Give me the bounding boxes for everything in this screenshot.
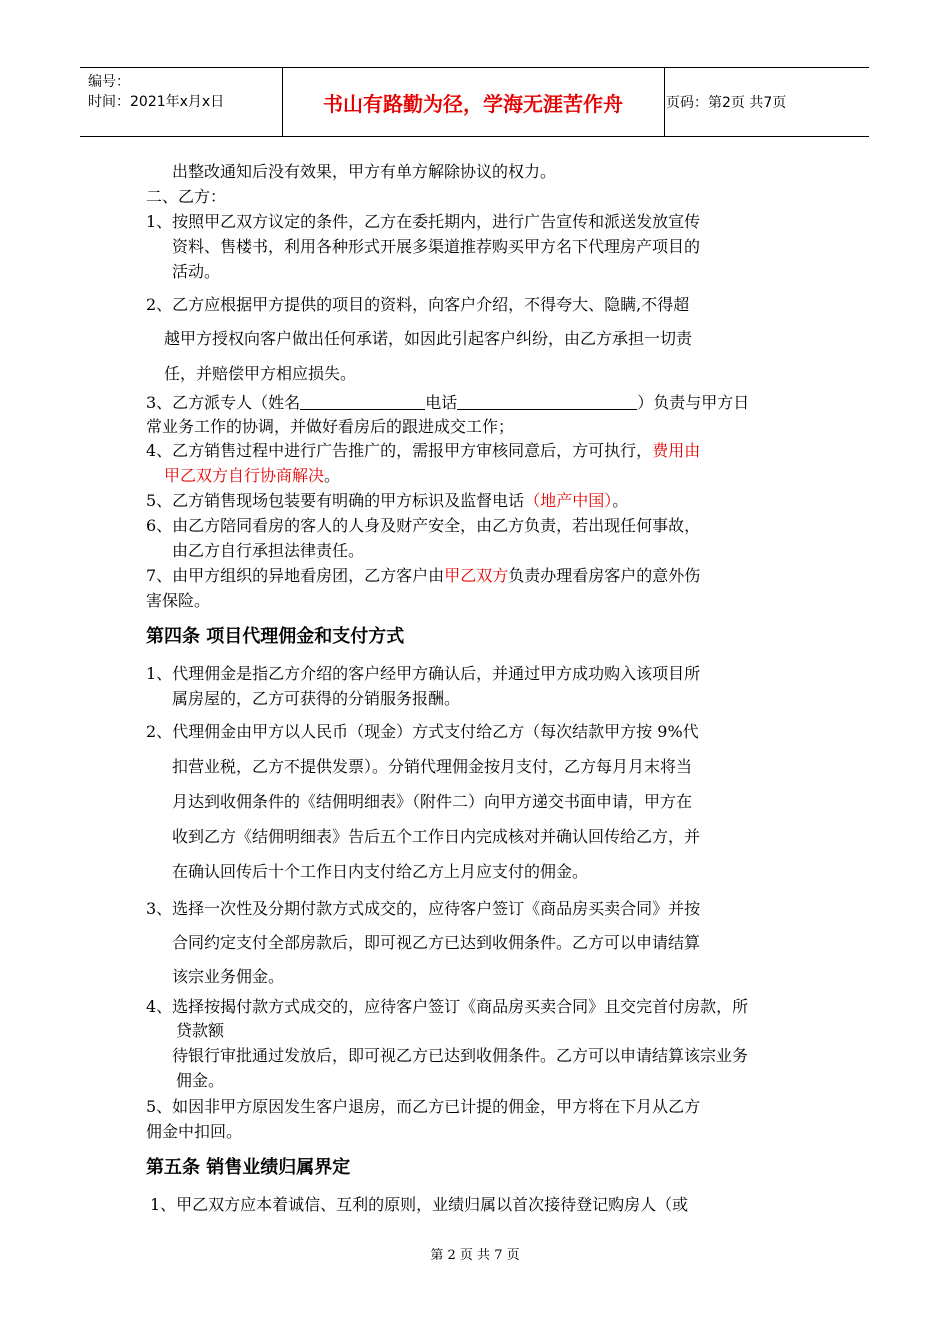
text-segment: 4、乙方销售过程中进行广告推广的，需报甲方审核同意后，方可执行，	[146, 441, 653, 460]
doc-number-label: 编号：	[88, 74, 130, 90]
header-left	[88, 72, 224, 112]
text-segment: 。	[612, 491, 629, 510]
highlight-text: （地产中国）	[524, 491, 613, 510]
text-segment: 3、乙方派专人（姓名	[146, 393, 301, 412]
page-header	[80, 67, 869, 137]
body-line: 1、代理佣金是指乙方介绍的客户经甲方确认后，并通过甲方成功购入该项目所	[146, 664, 701, 683]
body-line	[146, 490, 628, 512]
text-segment: 负责办理看房客户的意外伤	[508, 566, 701, 585]
body-line: 出整改通知后没有效果，甲方有单方解除协议的权力。	[172, 162, 557, 181]
body-line: 2、代理佣金由甲方以人民币（现金）方式支付给乙方（每次结款甲方按 9%代	[146, 722, 699, 741]
highlight-text: 甲乙双方	[444, 566, 509, 585]
header-motto: 书山有路勤为径，学海无涯苦作舟	[323, 91, 623, 116]
body-line: 合同约定支付全部房款后，即可视乙方已达到收佣条件。乙方可以申请结算	[172, 933, 701, 952]
body-line	[146, 565, 700, 587]
highlight-text: 费用由	[652, 441, 701, 460]
body-line: 佣金。	[176, 1071, 225, 1090]
body-line: 该宗业务佣金。	[172, 967, 285, 986]
text-segment: 电话	[425, 393, 458, 412]
article-heading: 第四条 项目代理佣金和支付方式	[146, 626, 405, 647]
body-line: 佣金中扣回。	[146, 1122, 243, 1141]
body-line: 4、选择按揭付款方式成交的，应待客户签订《商品房买卖合同》且交完首付房款，所	[146, 997, 749, 1016]
header-page-info: 页码：第2页 共7页	[666, 95, 787, 111]
body-line: 害保险。	[146, 591, 211, 610]
text-segment: 5、乙方销售现场包装要有明确的甲方标识及监督电话	[146, 491, 525, 510]
body-line: 待银行审批通过发放后，即可视乙方已达到收佣条件。乙方可以申请结算该宗业务	[172, 1046, 749, 1065]
text-segment: ）负责与甲方日	[637, 393, 750, 412]
body-line: 3、选择一次性及分期付款方式成交的，应待客户签订《商品房买卖合同》并按	[146, 899, 701, 918]
text-segment: 。	[324, 466, 341, 485]
body-line: 资料、售楼书，利用各种形式开展多渠道推荐购买甲方名下代理房产项目的	[172, 237, 701, 256]
body-line: 越甲方授权向客户做出任何承诺，如因此引起客户纠纷，由乙方承担一切责	[164, 329, 693, 348]
body-line	[146, 440, 700, 462]
text-segment: 7、由甲方组织的异地看房团，乙方客户由	[146, 566, 445, 585]
body-line	[146, 392, 749, 414]
name-blank	[300, 393, 425, 410]
phone-blank	[457, 393, 637, 410]
doc-date: 时间：2021年x月x日	[88, 94, 225, 110]
body-line: 在确认回传后十个工作日内支付给乙方上月应支付的佣金。	[172, 862, 589, 881]
page-footer: 第 2 页 共 7 页	[430, 1248, 520, 1263]
body-line: 扣营业税，乙方不提供发票）。分销代理佣金按月支付，乙方每月月末将当	[172, 757, 693, 776]
body-line: 属房屋的，乙方可获得的分销服务报酬。	[172, 689, 461, 708]
body-line: 1、甲乙双方应本着诚信、互利的原则，业绩归属以首次接待登记购房人（或	[150, 1195, 689, 1214]
body-line: 常业务工作的协调，并做好看房后的跟进成交工作；	[146, 417, 515, 436]
body-line: 收到乙方《结佣明细表》告后五个工作日内完成核对并确认回传给乙方，并	[172, 827, 701, 846]
body-line: 月达到收佣条件的《结佣明细表》（附件二）向甲方递交书面申请，甲方在	[172, 792, 693, 811]
article-heading: 第五条 销售业绩归属界定	[146, 1157, 351, 1178]
body-line: 1、按照甲乙双方议定的条件，乙方在委托期内，进行广告宣传和派送发放宣传	[146, 212, 701, 231]
body-line: 6、由乙方陪同看房的客人的人身及财产安全，由乙方负责，若出现任何事故，	[146, 516, 701, 535]
body-line	[164, 465, 340, 487]
body-line: 活动。	[172, 262, 221, 281]
highlight-text: 甲乙双方自行协商解决	[164, 466, 325, 485]
section-label: 二、乙方：	[146, 187, 227, 206]
body-line: 任，并赔偿甲方相应损失。	[164, 364, 357, 383]
body-line: 由乙方自行承担法律责任。	[172, 541, 365, 560]
body-line: 贷款额	[176, 1021, 225, 1040]
body-line: 2、乙方应根据甲方提供的项目的资料，向客户介绍，不得夸大、隐瞒,不得超	[146, 295, 690, 314]
body-line: 5、如因非甲方原因发生客户退房，而乙方已计提的佣金，甲方将在下月从乙方	[146, 1097, 701, 1116]
